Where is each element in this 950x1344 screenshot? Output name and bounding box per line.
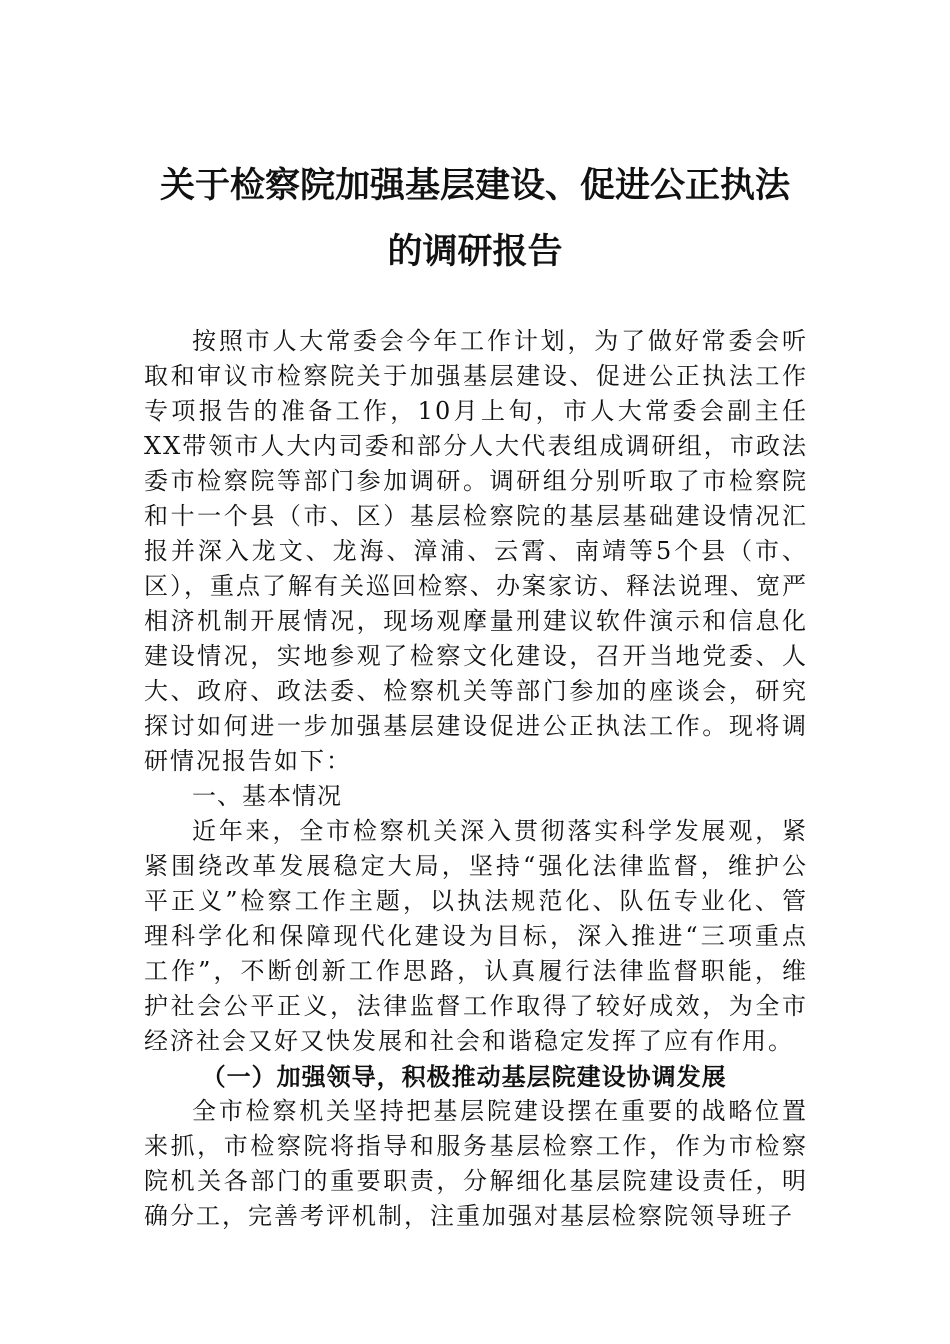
paragraph-intro: 按照市人大常委会今年工作计划，为了做好常委会听取和审议市检察院关于加强基层建设、促进公正执法工作专项报告的准备工作，10月上旬，市人大常委会副主任XX带领市人大内司委和部分人大代表组成调研组，市政法委市检察院等部门参加调研。调研组分别听取了市检察院和十一个县（市、区）基层检察院的基层基础建设情况汇报并深入龙文、龙海、漳浦、云霄、南靖等5个县（市、区），重点了解有关巡回检察、办案家访、释法说理、宽严相济机制开展情况，现场观摩量刑建议软件演示和信息化建设情况，实地参观了检察文化建设，召开当地党委、人大、政府、政法委、检察机关等部门参加的座谈会，研究探讨如何进一步加强基层建设促进公正执法工作。现将调研情况报告如下： — [144, 327, 808, 775]
document-title-line-1: 关于检察院加强基层建设、促进公正执法 — [159, 166, 790, 206]
document-title-line-2: 的调研报告 — [387, 232, 563, 272]
document-body — [144, 324, 808, 1234]
paragraph-overview: 近年来，全市检察机关深入贯彻落实科学发展观，紧紧围绕改革发展稳定大局，坚持“强化法律监督，维护公平正义”检察工作主题，以执法规范化、队伍专业化、管理科学化和保障现代化建设为目标，深入推进“三项重点工作”，不断创新工作思路，认真履行法律监督职能，维护社会公平正义，法律监督工作取得了较好成效，为全市经济社会又好又快发展和社会和谐稳定发挥了应有作用。 — [144, 817, 808, 1055]
paragraph-leadership: 全市检察机关坚持把基层院建设摆在重要的战略位置来抓，市检察院将指导和服务基层检察工作，作为市检察院机关各部门的重要职责，分解细化基层院建设责任，明确分工，完善考评机制，注重加强对基层检察院领导班子 — [144, 1097, 808, 1230]
subsection-heading-leadership: （一）加强领导，积极推动基层院建设协调发展 — [201, 1062, 727, 1091]
section-heading-basic-situation: 一、基本情况 — [192, 782, 342, 810]
